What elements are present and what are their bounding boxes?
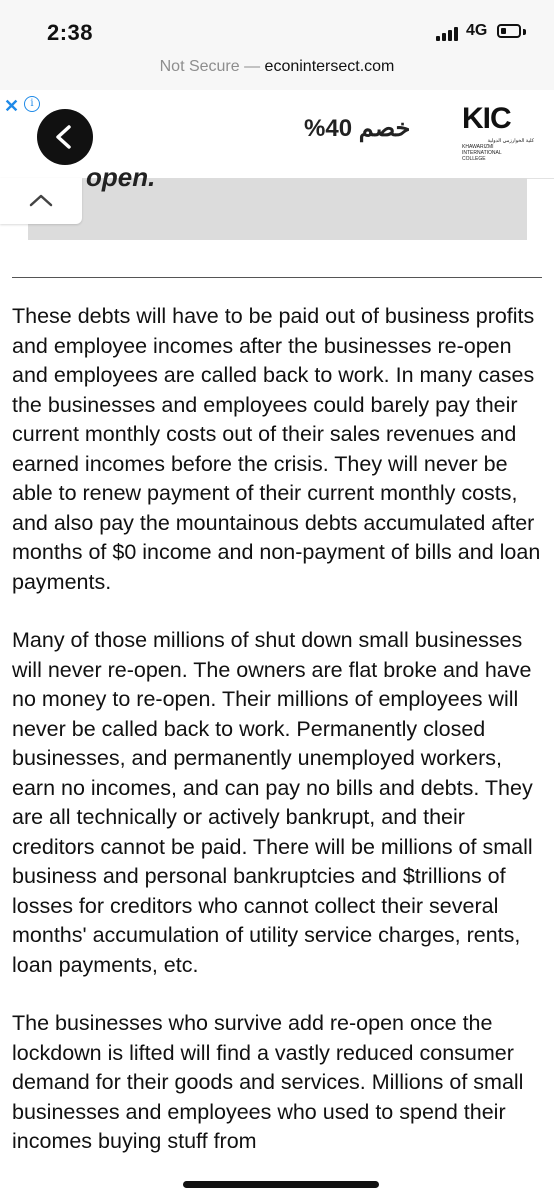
url-separator: —	[239, 58, 265, 75]
network-type: 4G	[466, 22, 488, 39]
collapse-ad-button[interactable]	[0, 178, 82, 224]
article-paragraph: The businesses who survive add re-open once the lockdown is lifted will find a vastly reduced consumer demand for their goods and services. Millions of small businesses and employees who used to spend their incomes buying stuff from	[12, 1011, 524, 1153]
clock: 2:38	[47, 20, 94, 45]
info-icon[interactable]: i	[24, 96, 40, 112]
chevron-left-icon	[37, 109, 93, 165]
kic-logo-subtitle	[462, 138, 534, 162]
kic-logo	[462, 104, 534, 164]
kic-logo-english-3: COLLEGE	[462, 156, 486, 162]
callout-box	[28, 162, 527, 240]
divider	[12, 277, 542, 278]
battery-tip	[523, 29, 526, 35]
kic-logo-english-2: INTERNATIONAL	[462, 150, 502, 156]
home-indicator[interactable]	[183, 1181, 379, 1188]
signal-icon	[436, 25, 460, 41]
kic-logo-english-1: KHAWARIZMI	[462, 144, 494, 150]
url-bar[interactable]	[0, 58, 554, 90]
url-domain: econintersect.com	[264, 58, 395, 75]
article-paragraph: Many of those millions of shut down small businesses will never re-open. The owners are flat broke and have no money to re-open. Their millions of employees will never be called back to work. Permanently closed businesses, and permanently unemployed workers, earn no incomes, and can pay no bills and debts. They are all technically or actively bankrupt, and their creditors cannot be paid. There will be millions of small business and personal bankruptcies and $trillions of losses for creditors who cannot collect their several months' accumulation of utility service charges, rents, loan payments, etc.	[12, 628, 533, 977]
status-bar	[0, 0, 554, 58]
battery-icon	[497, 24, 521, 38]
kic-logo-text: KIC	[462, 102, 511, 135]
back-button[interactable]	[37, 109, 93, 165]
chevron-up-icon	[28, 192, 54, 208]
close-icon[interactable]: ✕	[4, 96, 20, 116]
callout-text: open.	[86, 162, 156, 192]
security-label: Not Secure	[159, 58, 240, 75]
article-body	[12, 302, 542, 1186]
article-paragraph: These debts will have to be paid out of business profits and employee incomes after the businesses re-open and employees are called back to work. In many cases the businesses and employees could barely pay their current monthly costs out of their sales revenues and earned incomes before the crisis. They will never be able to renew payment of their current monthly costs, and also pay the mountainous debts accumulated after months of $0 income and non-payment of bills and loan payments.	[12, 304, 541, 594]
ad-offer-text: خصم 40%	[304, 115, 411, 142]
kic-logo-arabic: كلية الخوارزمي الدولية	[487, 138, 534, 144]
